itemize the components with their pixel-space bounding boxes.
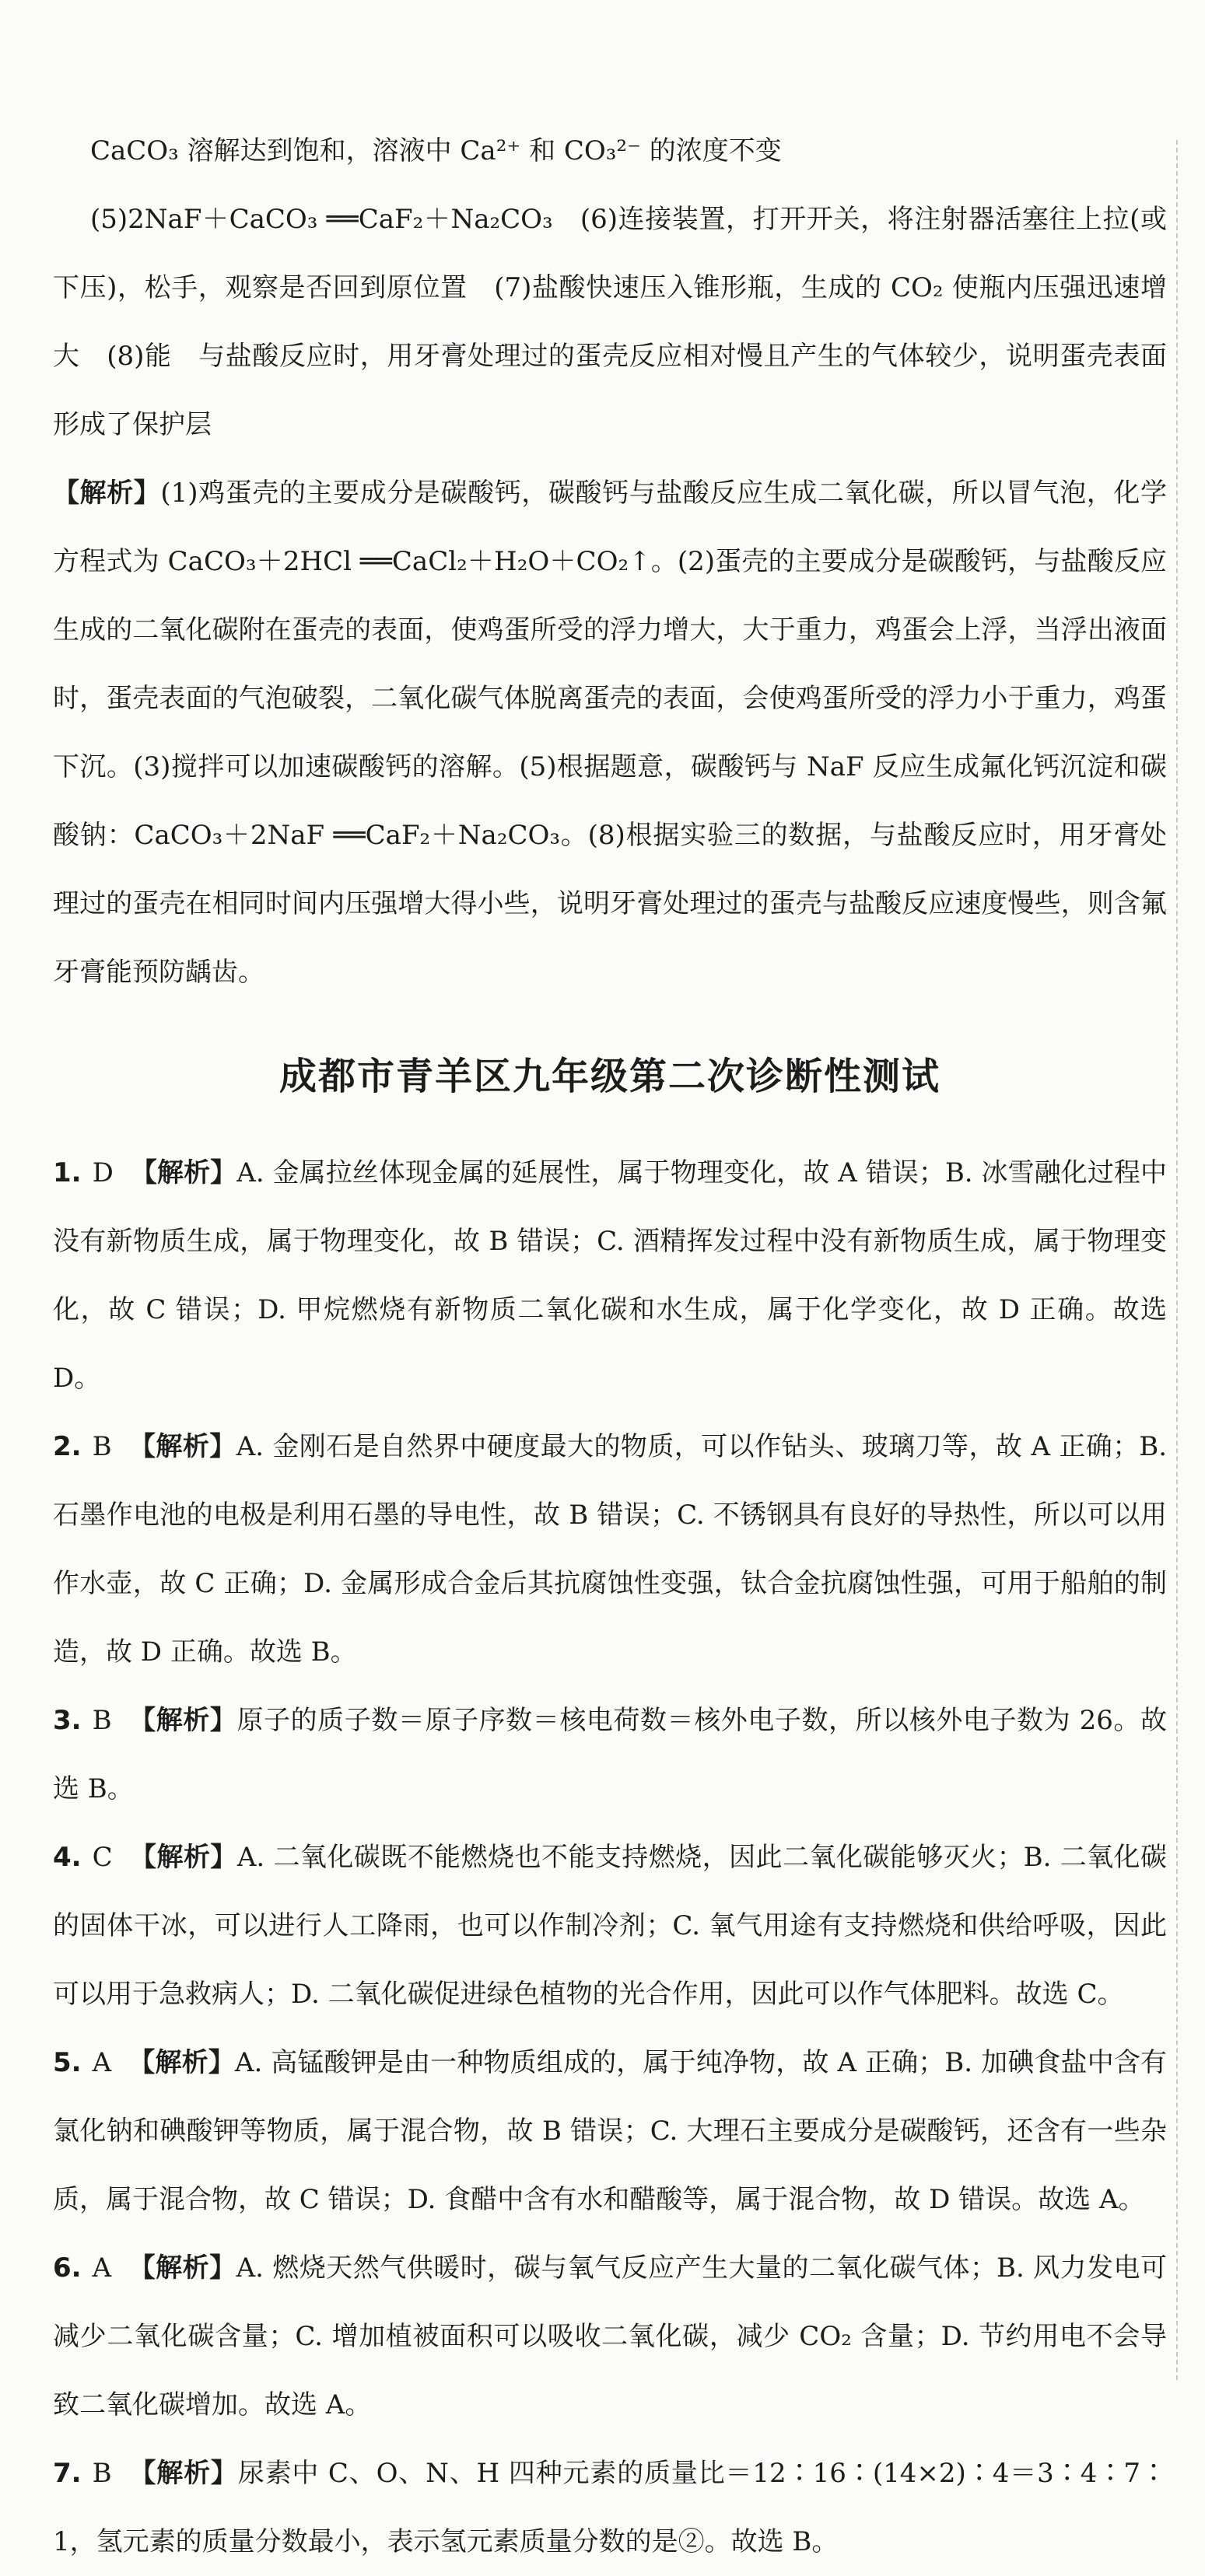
item-analysis-label: 【解析】 bbox=[128, 2047, 235, 2078]
binding-margin-line bbox=[1176, 140, 1178, 2380]
page-content bbox=[53, 117, 1167, 2576]
item-answer: A bbox=[92, 2252, 112, 2284]
answer-list bbox=[53, 1139, 1167, 2576]
item-analysis-label: 【解析】 bbox=[130, 1157, 237, 1188]
item-number: 3. bbox=[53, 1705, 82, 1736]
item-answer: B bbox=[92, 1705, 112, 1736]
analysis-text: (1)鸡蛋壳的主要成分是碳酸钙，碳酸钙与盐酸反应生成二氧化碳，所以冒气泡，化学方程式为 CaCO₃＋2HCl ══CaCl₂＋H₂O＋CO₂↑。(2)蛋壳的主要成分是碳酸钙，与盐酸反应生成的二氧化碳附在蛋壳的表面，使鸡蛋所受的浮力增大，大于重力，鸡蛋会上浮，当浮出液面时，蛋壳表面的气泡破裂，二氧化碳气体脱离蛋壳的表面，会使鸡蛋所受的浮力小于重力，鸡蛋下沉。(3)搅拌可以加速碳酸钙的溶解。(5)根据题意，碳酸钙与 NaF 反应生成氟化钙沉淀和碳酸钠：CaCO₃＋2NaF ══CaF₂＋Na₂CO₃。(8)根据实验三的数据，与盐酸反应时，用牙膏处理过的蛋壳在相同时间内压强增大得小些，说明牙膏处理过的蛋壳与盐酸反应速度慢些，则含氟牙膏能预防龋齿。 bbox=[53, 478, 1167, 988]
item-number: 1. bbox=[53, 1157, 82, 1188]
item-analysis-text: A. 高锰酸钾是由一种物质组成的，属于纯净物，故 A 正确；B. 加碘食盐中含有氯化钠和碘酸钾等物质，属于混合物，故 B 错误；C. 大理石主要成分是碳酸钙，还含有一些杂质，属于混合物，故 C 错误；D. 食醋中含有水和醋酸等，属于混合物，故 D 错误。故选 A。 bbox=[53, 2047, 1168, 2215]
answer-item-4 bbox=[53, 1823, 1167, 2028]
intro-line: CaCO₃ 溶解达到饱和，溶液中 Ca²⁺ 和 CO₃²⁻ 的浓度不变 bbox=[90, 135, 782, 166]
answer-item-3 bbox=[53, 1686, 1167, 1823]
item-answer: B bbox=[92, 2458, 112, 2489]
item-analysis-label: 【解析】 bbox=[128, 1431, 236, 1462]
item-analysis-text: A. 金刚石是自然界中硬度最大的物质，可以作钻头、玻璃刀等，故 A 正确；B. 石墨作电池的电极是利用石墨的导电性，故 B 错误；C. 不锈钢具有良好的导热性，所以可以用作水壶，故 C 正确；D. 金属形成合金后其抗腐蚀性变强，钛合金抗腐蚀性强，可用于船舶的制造，故 D 正确。故选 B。 bbox=[53, 1431, 1168, 1668]
intro-analysis bbox=[53, 459, 1167, 1006]
item-analysis-label: 【解析】 bbox=[129, 1842, 237, 1873]
item-analysis-text: A. 燃烧天然气供暖时，碳与氧气反应产生大量的二氧化碳气体；B. 风力发电可减少二氧化碳含量；C. 增加植被面积可以吸收二氧化碳，减少 CO₂ 含量；D. 节约用电不会导致二氧化碳增加。故选 A。 bbox=[53, 2252, 1167, 2420]
item-analysis-label: 【解析】 bbox=[128, 1705, 237, 1736]
item-analysis-text: A. 二氧化碳既不能燃烧也不能支持燃烧，因此二氧化碳能够灭火；B. 二氧化碳的固体干冰，可以进行人工降雨，也可以作制冷剂；C. 氧气用途有支持燃烧和供给呼吸，因此可以用于急救病人；D. 二氧化碳促进绿色植物的光合作用，因此可以作气体肥料。故选 C。 bbox=[53, 1842, 1167, 2010]
analysis-label: 【解析】 bbox=[53, 478, 161, 509]
item-analysis-text: 原子的质子数＝原子序数＝核电荷数＝核外电子数，所以核外电子数为 26。故选 B。 bbox=[53, 1705, 1168, 1804]
answer-item-6 bbox=[53, 2234, 1167, 2439]
item-analysis-label: 【解析】 bbox=[128, 2458, 238, 2489]
item-answer: B bbox=[92, 1431, 112, 1462]
item-answer: C bbox=[92, 1842, 113, 1873]
intro-answers: (5)2NaF＋CaCO₃ ══CaF₂＋Na₂CO₃ (6)连接装置，打开开关，将注射器活塞往上拉(或下压)，松手，观察是否回到原位置 (7)盐酸快速压入锥形瓶，生成的 CO₂ 使瓶内压强迅速增大 (8)能 与盐酸反应时，用牙膏处理过的蛋壳反应相对慢且产生的气体较少，说明蛋壳表面形成了保护层 bbox=[53, 204, 1167, 440]
item-answer: D bbox=[92, 1157, 114, 1188]
section-title: 成都市青羊区九年级第二次诊断性测试 bbox=[278, 1055, 941, 1098]
item-analysis-text: A. 金属拉丝体现金属的延展性，属于物理变化，故 A 错误；B. 冰雪融化过程中没有新物质生成，属于物理变化，故 B 错误；C. 酒精挥发过程中没有新物质生成，属于物理变化，故 C 错误；D. 甲烷燃烧有新物质二氧化碳和水生成，属于化学变化，故 D 正确。故选 D。 bbox=[53, 1157, 1168, 1394]
answer-item-7 bbox=[53, 2439, 1167, 2576]
item-analysis-text: 尿素中 C、O、N、H 四种元素的质量比＝12∶16∶(14×2)∶4＝3∶4∶7∶1，氢元素的质量分数最小，表示氢元素质量分数的是②。故选 B。 bbox=[53, 2458, 1168, 2557]
item-analysis-label: 【解析】 bbox=[128, 2252, 236, 2284]
answer-item-5 bbox=[53, 2028, 1167, 2234]
item-answer: A bbox=[92, 2047, 112, 2078]
item-number: 6. bbox=[53, 2252, 82, 2284]
item-number: 7. bbox=[53, 2458, 82, 2489]
item-number: 5. bbox=[53, 2047, 82, 2078]
item-number: 2. bbox=[53, 1431, 82, 1462]
answer-item-1 bbox=[53, 1139, 1167, 1412]
item-number: 4. bbox=[53, 1842, 82, 1873]
answer-item-2 bbox=[53, 1412, 1167, 1686]
